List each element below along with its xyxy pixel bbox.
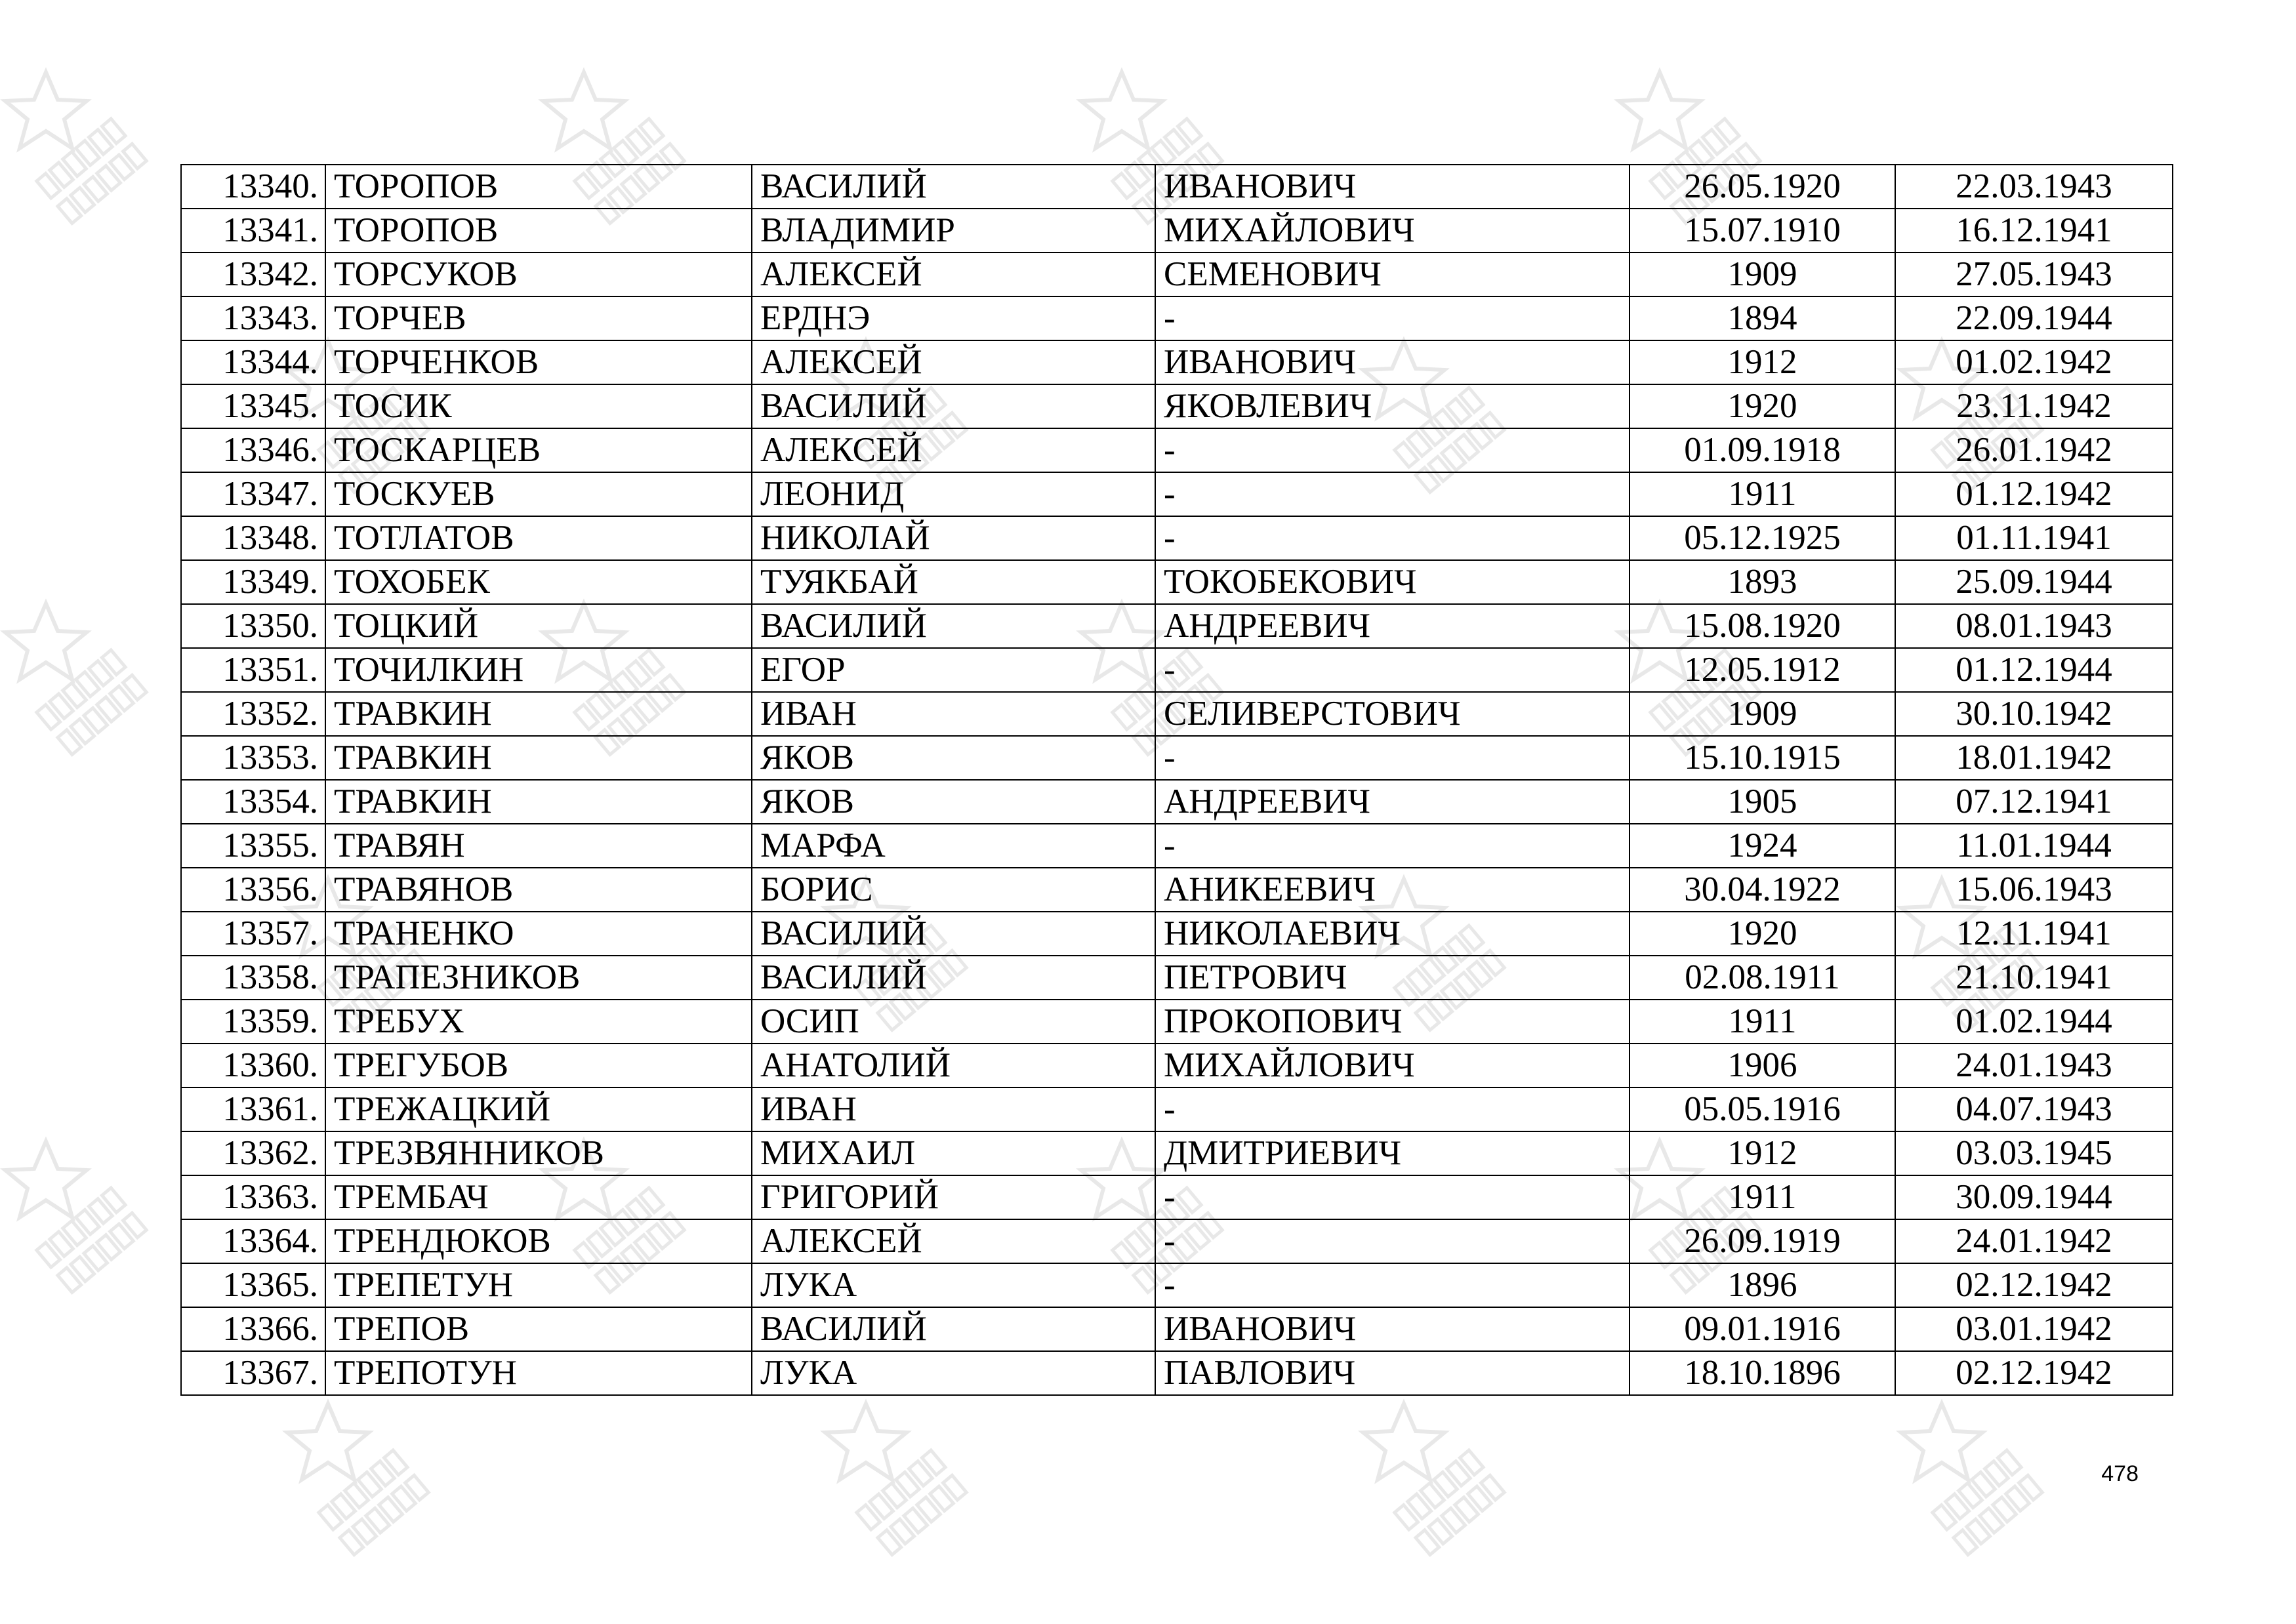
table-row: [181, 648, 2173, 692]
table-row: [181, 253, 2173, 296]
surname-cell: ТРАВЯНОВ: [325, 868, 752, 912]
row-number-cell: 13357.: [181, 912, 325, 956]
surname-cell: ТОРЧЕВ: [325, 296, 752, 340]
patronymic-cell: ПЕТРОВИЧ: [1155, 956, 1630, 1000]
table-row: [181, 296, 2173, 340]
death-date-cell: 26.01.1942: [1895, 428, 2173, 472]
birth-date-cell: 1893: [1630, 560, 1895, 604]
death-date-cell: 27.05.1943: [1895, 253, 2173, 296]
surname-cell: ТРЕГУБОВ: [325, 1044, 752, 1087]
death-date-cell: 21.10.1941: [1895, 956, 2173, 1000]
patronymic-cell: АНДРЕЕВИЧ: [1155, 780, 1630, 824]
first-name-cell: ИВАН: [752, 1087, 1155, 1131]
birth-date-cell: 01.09.1918: [1630, 428, 1895, 472]
first-name-cell: БОРИС: [752, 868, 1155, 912]
death-date-cell: 01.02.1942: [1895, 340, 2173, 384]
star-icon: [0, 590, 171, 761]
table-row: [181, 516, 2173, 560]
surname-cell: ТРАВКИН: [325, 692, 752, 736]
surname-cell: ТРАНЕНКО: [325, 912, 752, 956]
death-date-cell: 12.11.1941: [1895, 912, 2173, 956]
table-row: [181, 956, 2173, 1000]
table-row: [181, 780, 2173, 824]
death-date-cell: 07.12.1941: [1895, 780, 2173, 824]
birth-date-cell: 1911: [1630, 472, 1895, 516]
surname-cell: ТРЕПОТУН: [325, 1351, 752, 1395]
row-number-cell: 13342.: [181, 253, 325, 296]
first-name-cell: ЛУКА: [752, 1263, 1155, 1307]
patronymic-cell: -: [1155, 1219, 1630, 1263]
row-number-cell: 13341.: [181, 209, 325, 253]
birth-date-cell: 12.05.1912: [1630, 648, 1895, 692]
patronymic-cell: ИВАНОВИЧ: [1155, 165, 1630, 209]
table-row: [181, 604, 2173, 648]
row-number-cell: 13348.: [181, 516, 325, 560]
patronymic-cell: ПАВЛОВИЧ: [1155, 1351, 1630, 1395]
surname-cell: ТОРСУКОВ: [325, 253, 752, 296]
row-number-cell: 13363.: [181, 1175, 325, 1219]
death-date-cell: 02.12.1942: [1895, 1351, 2173, 1395]
birth-date-cell: 1911: [1630, 1175, 1895, 1219]
birth-date-cell: 26.05.1920: [1630, 165, 1895, 209]
table-row: [181, 1263, 2173, 1307]
watermark-stamp: [0, 1128, 171, 1299]
row-number-cell: 13355.: [181, 824, 325, 868]
birth-date-cell: 1912: [1630, 1131, 1895, 1175]
patronymic-cell: МИХАЙЛОВИЧ: [1155, 209, 1630, 253]
birth-date-cell: 1896: [1630, 1263, 1895, 1307]
row-number-cell: 13367.: [181, 1351, 325, 1395]
death-date-cell: 01.12.1944: [1895, 648, 2173, 692]
table-row: [181, 1000, 2173, 1044]
row-number-cell: 13352.: [181, 692, 325, 736]
surname-cell: ТОХОБЕК: [325, 560, 752, 604]
birth-date-cell: 02.08.1911: [1630, 956, 1895, 1000]
row-number-cell: 13360.: [181, 1044, 325, 1087]
surname-cell: ТРАВЯН: [325, 824, 752, 868]
patronymic-cell: АНИКЕЕВИЧ: [1155, 868, 1630, 912]
patronymic-cell: ТОКОБЕКОВИЧ: [1155, 560, 1630, 604]
first-name-cell: ТУЯКБАЙ: [752, 560, 1155, 604]
table-row: [181, 472, 2173, 516]
birth-date-cell: 1911: [1630, 1000, 1895, 1044]
row-number-cell: 13347.: [181, 472, 325, 516]
first-name-cell: ГРИГОРИЙ: [752, 1175, 1155, 1219]
death-date-cell: 01.11.1941: [1895, 516, 2173, 560]
table-row: [181, 1044, 2173, 1087]
first-name-cell: ЛУКА: [752, 1351, 1155, 1395]
surname-cell: ТОСКУЕВ: [325, 472, 752, 516]
death-date-cell: 22.03.1943: [1895, 165, 2173, 209]
table-row: [181, 165, 2173, 209]
birth-date-cell: 1909: [1630, 253, 1895, 296]
table-row: [181, 1219, 2173, 1263]
death-date-cell: 03.03.1945: [1895, 1131, 2173, 1175]
death-date-cell: 23.11.1942: [1895, 384, 2173, 428]
death-date-cell: 30.10.1942: [1895, 692, 2173, 736]
table-row: [181, 340, 2173, 384]
row-number-cell: 13362.: [181, 1131, 325, 1175]
table-row: [181, 1175, 2173, 1219]
birth-date-cell: 1905: [1630, 780, 1895, 824]
watermark-stamp: [807, 1391, 991, 1561]
surname-cell: ТОСИК: [325, 384, 752, 428]
first-name-cell: АЛЕКСЕЙ: [752, 1219, 1155, 1263]
row-number-cell: 13343.: [181, 296, 325, 340]
first-name-cell: ВАСИЛИЙ: [752, 604, 1155, 648]
surname-cell: ТРЕБУХ: [325, 1000, 752, 1044]
watermark-stamp: [0, 590, 171, 761]
patronymic-cell: НИКОЛАЕВИЧ: [1155, 912, 1630, 956]
patronymic-cell: ИВАНОВИЧ: [1155, 1307, 1630, 1351]
patronymic-cell: -: [1155, 648, 1630, 692]
row-number-cell: 13344.: [181, 340, 325, 384]
birth-date-cell: 15.10.1915: [1630, 736, 1895, 780]
table-row: [181, 560, 2173, 604]
first-name-cell: ОСИП: [752, 1000, 1155, 1044]
birth-date-cell: 1909: [1630, 692, 1895, 736]
patronymic-cell: -: [1155, 1263, 1630, 1307]
birth-date-cell: 1912: [1630, 340, 1895, 384]
table-row: [181, 868, 2173, 912]
table-row: [181, 736, 2173, 780]
first-name-cell: ВАСИЛИЙ: [752, 956, 1155, 1000]
birth-date-cell: 1924: [1630, 824, 1895, 868]
watermark-stamp: [1345, 1391, 1528, 1561]
surname-cell: ТРЕПОВ: [325, 1307, 752, 1351]
watermark-stamp: [269, 1391, 453, 1561]
surname-cell: ТОСКАРЦЕВ: [325, 428, 752, 472]
surname-cell: ТРАПЕЗНИКОВ: [325, 956, 752, 1000]
patronymic-cell: -: [1155, 516, 1630, 560]
row-number-cell: 13346.: [181, 428, 325, 472]
patronymic-cell: СЕМЕНОВИЧ: [1155, 253, 1630, 296]
death-date-cell: 16.12.1941: [1895, 209, 2173, 253]
patronymic-cell: СЕЛИВЕРСТОВИЧ: [1155, 692, 1630, 736]
table-row: [181, 384, 2173, 428]
first-name-cell: ЯКОВ: [752, 780, 1155, 824]
table-row: [181, 912, 2173, 956]
star-icon: [0, 59, 171, 230]
birth-date-cell: 05.05.1916: [1630, 1087, 1895, 1131]
death-date-cell: 30.09.1944: [1895, 1175, 2173, 1219]
patronymic-cell: ИВАНОВИЧ: [1155, 340, 1630, 384]
star-icon: [269, 1391, 453, 1561]
first-name-cell: ИВАН: [752, 692, 1155, 736]
patronymic-cell: АНДРЕЕВИЧ: [1155, 604, 1630, 648]
patronymic-cell: -: [1155, 736, 1630, 780]
death-date-cell: 22.09.1944: [1895, 296, 2173, 340]
patronymic-cell: -: [1155, 296, 1630, 340]
watermark-stamp: [1883, 1391, 2066, 1561]
first-name-cell: ЕГОР: [752, 648, 1155, 692]
death-date-cell: 15.06.1943: [1895, 868, 2173, 912]
patronymic-cell: -: [1155, 1087, 1630, 1131]
table-row: [181, 1131, 2173, 1175]
birth-date-cell: 26.09.1919: [1630, 1219, 1895, 1263]
birth-date-cell: 18.10.1896: [1630, 1351, 1895, 1395]
first-name-cell: ЯКОВ: [752, 736, 1155, 780]
first-name-cell: АНАТОЛИЙ: [752, 1044, 1155, 1087]
death-date-cell: 18.01.1942: [1895, 736, 2173, 780]
first-name-cell: НИКОЛАЙ: [752, 516, 1155, 560]
birth-date-cell: 1906: [1630, 1044, 1895, 1087]
death-date-cell: 01.12.1942: [1895, 472, 2173, 516]
patronymic-cell: ЯКОВЛЕВИЧ: [1155, 384, 1630, 428]
first-name-cell: ВЛАДИМИР: [752, 209, 1155, 253]
surname-cell: ТОЦКИЙ: [325, 604, 752, 648]
row-number-cell: 13359.: [181, 1000, 325, 1044]
surname-cell: ТРЕЖАЦКИЙ: [325, 1087, 752, 1131]
surname-cell: ТРЕМБАЧ: [325, 1175, 752, 1219]
birth-date-cell: 30.04.1922: [1630, 868, 1895, 912]
birth-date-cell: 1920: [1630, 912, 1895, 956]
table-row: [181, 428, 2173, 472]
row-number-cell: 13354.: [181, 780, 325, 824]
surname-cell: ТОЧИЛКИН: [325, 648, 752, 692]
death-date-cell: 04.07.1943: [1895, 1087, 2173, 1131]
death-date-cell: 25.09.1944: [1895, 560, 2173, 604]
first-name-cell: ЕРДНЭ: [752, 296, 1155, 340]
table-row: [181, 824, 2173, 868]
first-name-cell: ВАСИЛИЙ: [752, 384, 1155, 428]
patronymic-cell: ДМИТРИЕВИЧ: [1155, 1131, 1630, 1175]
first-name-cell: МАРФА: [752, 824, 1155, 868]
birth-date-cell: 1920: [1630, 384, 1895, 428]
death-date-cell: 08.01.1943: [1895, 604, 2173, 648]
row-number-cell: 13350.: [181, 604, 325, 648]
death-date-cell: 03.01.1942: [1895, 1307, 2173, 1351]
row-number-cell: 13353.: [181, 736, 325, 780]
table-row: [181, 1351, 2173, 1395]
row-number-cell: 13361.: [181, 1087, 325, 1131]
table-row: [181, 1307, 2173, 1351]
birth-date-cell: 05.12.1925: [1630, 516, 1895, 560]
table-row: [181, 209, 2173, 253]
row-number-cell: 13340.: [181, 165, 325, 209]
surname-cell: ТОРЧЕНКОВ: [325, 340, 752, 384]
row-number-cell: 13351.: [181, 648, 325, 692]
patronymic-cell: МИХАЙЛОВИЧ: [1155, 1044, 1630, 1087]
row-number-cell: 13349.: [181, 560, 325, 604]
row-number-cell: 13364.: [181, 1219, 325, 1263]
star-icon: [1883, 1391, 2066, 1561]
birth-date-cell: 1894: [1630, 296, 1895, 340]
first-name-cell: АЛЕКСЕЙ: [752, 253, 1155, 296]
patronymic-cell: -: [1155, 472, 1630, 516]
patronymic-cell: -: [1155, 824, 1630, 868]
row-number-cell: 13356.: [181, 868, 325, 912]
surname-cell: ТОТЛАТОВ: [325, 516, 752, 560]
row-number-cell: 13365.: [181, 1263, 325, 1307]
surname-cell: ТОРОПОВ: [325, 209, 752, 253]
surname-cell: ТРЕНДЮКОВ: [325, 1219, 752, 1263]
birth-date-cell: 09.01.1916: [1630, 1307, 1895, 1351]
star-icon: [1345, 1391, 1528, 1561]
surname-cell: ТРЕПЕТУН: [325, 1263, 752, 1307]
first-name-cell: ВАСИЛИЙ: [752, 165, 1155, 209]
patronymic-cell: -: [1155, 1175, 1630, 1219]
patronymic-cell: ПРОКОПОВИЧ: [1155, 1000, 1630, 1044]
first-name-cell: АЛЕКСЕЙ: [752, 340, 1155, 384]
death-date-cell: 02.12.1942: [1895, 1263, 2173, 1307]
surname-cell: ТОРОПОВ: [325, 165, 752, 209]
surname-cell: ТРАВКИН: [325, 736, 752, 780]
row-number-cell: 13345.: [181, 384, 325, 428]
table-row: [181, 1087, 2173, 1131]
first-name-cell: ЛЕОНИД: [752, 472, 1155, 516]
death-date-cell: 01.02.1944: [1895, 1000, 2173, 1044]
first-name-cell: АЛЕКСЕЙ: [752, 428, 1155, 472]
first-name-cell: ВАСИЛИЙ: [752, 912, 1155, 956]
star-icon: [0, 1128, 171, 1299]
birth-date-cell: 15.08.1920: [1630, 604, 1895, 648]
row-number-cell: 13366.: [181, 1307, 325, 1351]
table-row: [181, 692, 2173, 736]
watermark-stamp: [0, 59, 171, 230]
first-name-cell: МИХАИЛ: [752, 1131, 1155, 1175]
death-date-cell: 24.01.1942: [1895, 1219, 2173, 1263]
register-body: [181, 165, 2173, 1395]
star-icon: [807, 1391, 991, 1561]
birth-date-cell: 15.07.1910: [1630, 209, 1895, 253]
surname-cell: ТРАВКИН: [325, 780, 752, 824]
death-date-cell: 24.01.1943: [1895, 1044, 2173, 1087]
surname-cell: ТРЕЗВЯННИКОВ: [325, 1131, 752, 1175]
row-number-cell: 13358.: [181, 956, 325, 1000]
patronymic-cell: -: [1155, 428, 1630, 472]
death-date-cell: 11.01.1944: [1895, 824, 2173, 868]
register-table: [180, 164, 2173, 1396]
page-number: 478: [2101, 1461, 2139, 1486]
first-name-cell: ВАСИЛИЙ: [752, 1307, 1155, 1351]
